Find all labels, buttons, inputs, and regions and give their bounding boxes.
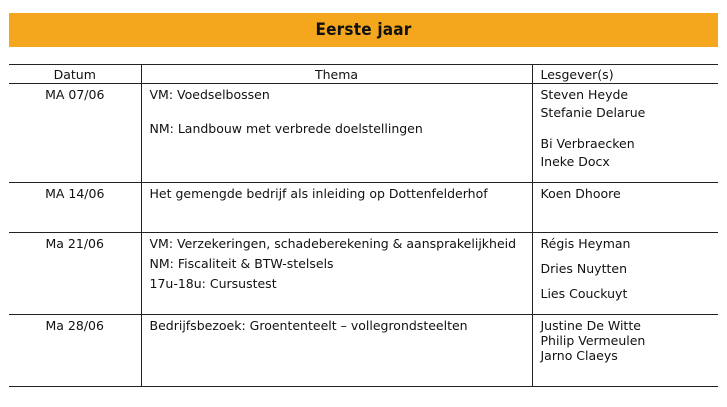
teacher-name: Jarno Claeys: [540, 348, 618, 363]
section-title: Eerste jaar: [9, 13, 718, 47]
teacher-name: Philip Vermeulen: [540, 333, 646, 348]
row-theme: [141, 315, 532, 387]
table-row: [9, 233, 718, 315]
teacher-name: Justine De Witte: [540, 318, 641, 333]
theme-line: VM: Verzekeringen, schadeberekening & aansprakelijkheid: [149, 236, 517, 251]
row-theme: [141, 233, 532, 315]
row-teachers: [532, 233, 718, 315]
table-row: [9, 315, 718, 387]
row-theme: [141, 84, 532, 183]
teacher-name: Lies Couckuyt: [540, 286, 628, 301]
row-date: Ma 21/06: [9, 233, 141, 315]
column-header-teachers: Lesgever(s): [532, 65, 718, 84]
row-date: MA 14/06: [9, 183, 141, 233]
theme-line: Bedrijfsbezoek: Groententeelt – vollegrondsteelten: [149, 318, 468, 333]
column-header-date: Datum: [9, 65, 141, 84]
row-teachers: [532, 315, 718, 387]
teacher-name: Ineke Docx: [540, 154, 610, 169]
theme-line: VM: Voedselbossen: [149, 87, 270, 102]
teacher-name: Bi Verbraecken: [540, 136, 635, 151]
teacher-name: Koen Dhoore: [540, 186, 621, 201]
theme-line: NM: Fiscaliteit & BTW-stelsels: [149, 256, 334, 271]
row-teachers: [532, 84, 718, 183]
row-theme: [141, 183, 532, 233]
teacher-name: Stefanie Delarue: [540, 105, 646, 120]
teacher-name: Régis Heyman: [540, 236, 631, 251]
theme-line: Het gemengde bedrijf als inleiding op Dottenfelderhof: [149, 186, 488, 201]
row-date: Ma 28/06: [9, 315, 141, 387]
row-date: MA 07/06: [9, 84, 141, 183]
teacher-name: Steven Heyde: [540, 87, 629, 102]
teacher-name: Dries Nuytten: [540, 261, 627, 276]
column-header-theme: Thema: [141, 65, 532, 84]
table-header-row: [9, 65, 718, 84]
theme-line: NM: Landbouw met verbrede doelstellingen: [149, 121, 423, 136]
schedule-table: [9, 64, 718, 387]
row-teachers: [532, 183, 718, 233]
table-row: [9, 183, 718, 233]
table-row: [9, 84, 718, 183]
theme-line: 17u-18u: Cursustest: [149, 276, 277, 291]
